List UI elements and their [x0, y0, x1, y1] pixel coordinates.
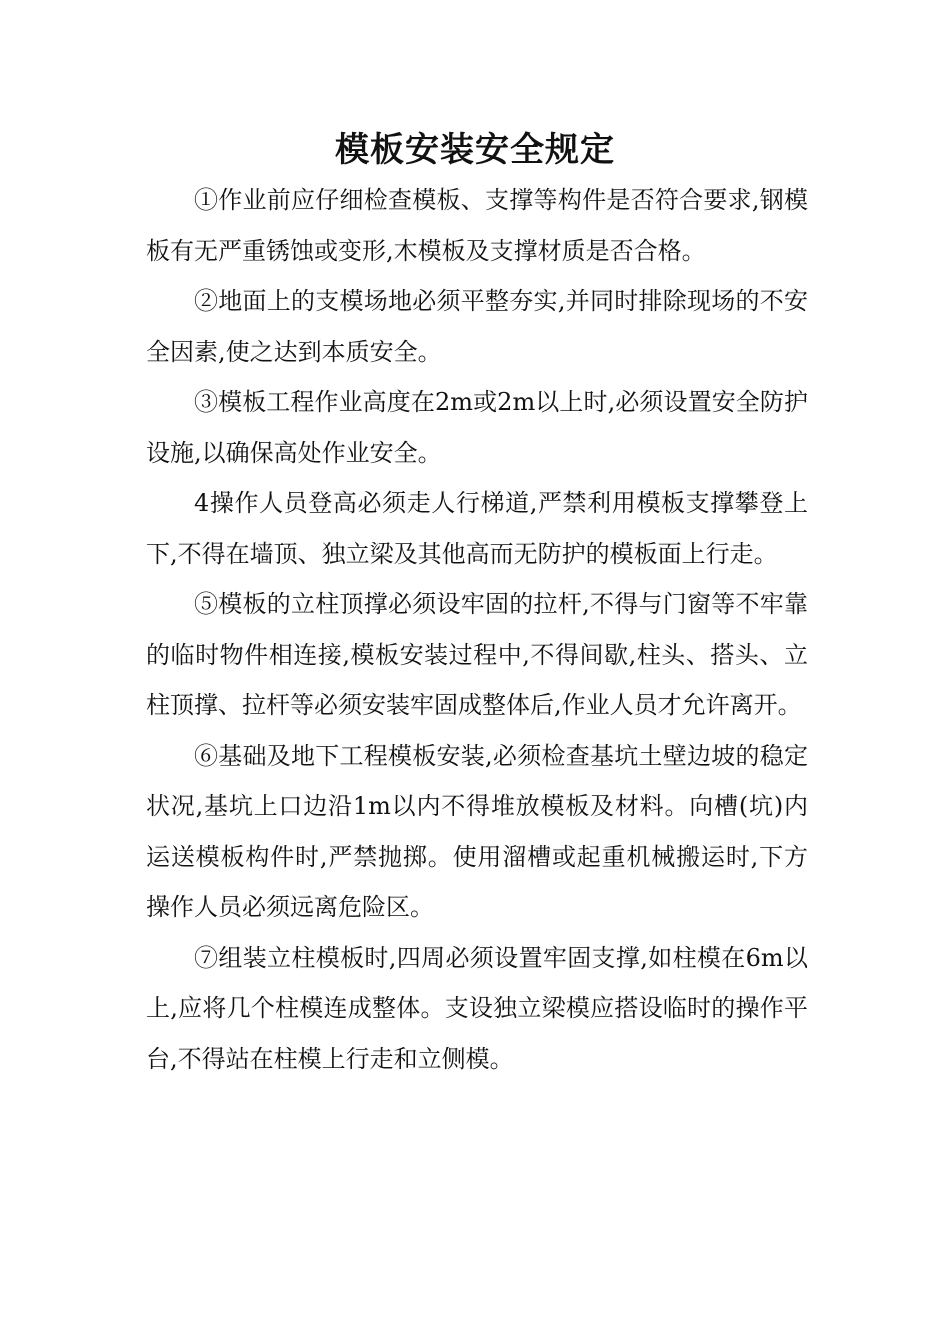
paragraph-3: ③模板工程作业高度在2m或2m以上时,必须设置安全防护设施,以确保高处作业安全。: [146, 388, 808, 467]
document-body: [146, 175, 808, 1084]
paragraph-5: ⑤模板的立柱顶撑必须设牢固的拉杆,不得与门窗等不牢靠的临时物件相连接,模板安装过程中,不得间歇,柱头、搭头、立柱顶撑、拉杆等必须安装牢固成整体后,作业人员才允许离开。: [146, 590, 808, 719]
paragraph-7: ⑦组装立柱模板时,四周必须设置牢固支撑,如柱模在6m以上,应将几个柱模连成整体。支设独立梁模应搭设临时的操作平台,不得站在柱模上行走和立侧模。: [146, 943, 808, 1073]
paragraph-6: ⑥基础及地下工程模板安装,必须检查基坑土壁边坡的稳定状况,基坑上口边沿1m以内不得堆放模板及材料。向槽(坑)内运送模板构件时,严禁抛掷。使用溜槽或起重机械搬运时,下方操作人员必须远离危险区。: [146, 741, 808, 921]
paragraph-4: 4操作人员登高必须走人行梯道,严禁利用模板支撑攀登上下,不得在墙顶、独立梁及其他高而无防护的模板面上行走。: [146, 489, 808, 568]
paragraph-1: ①作业前应仔细检查模板、支撑等构件是否符合要求,钢模板有无严重锈蚀或变形,木模板及支撑材质是否合格。: [146, 186, 808, 265]
paragraph-2: ②地面上的支模场地必须平整夯实,并同时排除现场的不安全因素,使之达到本质安全。: [146, 287, 808, 366]
page-title: 模板安装安全规定: [335, 130, 615, 170]
